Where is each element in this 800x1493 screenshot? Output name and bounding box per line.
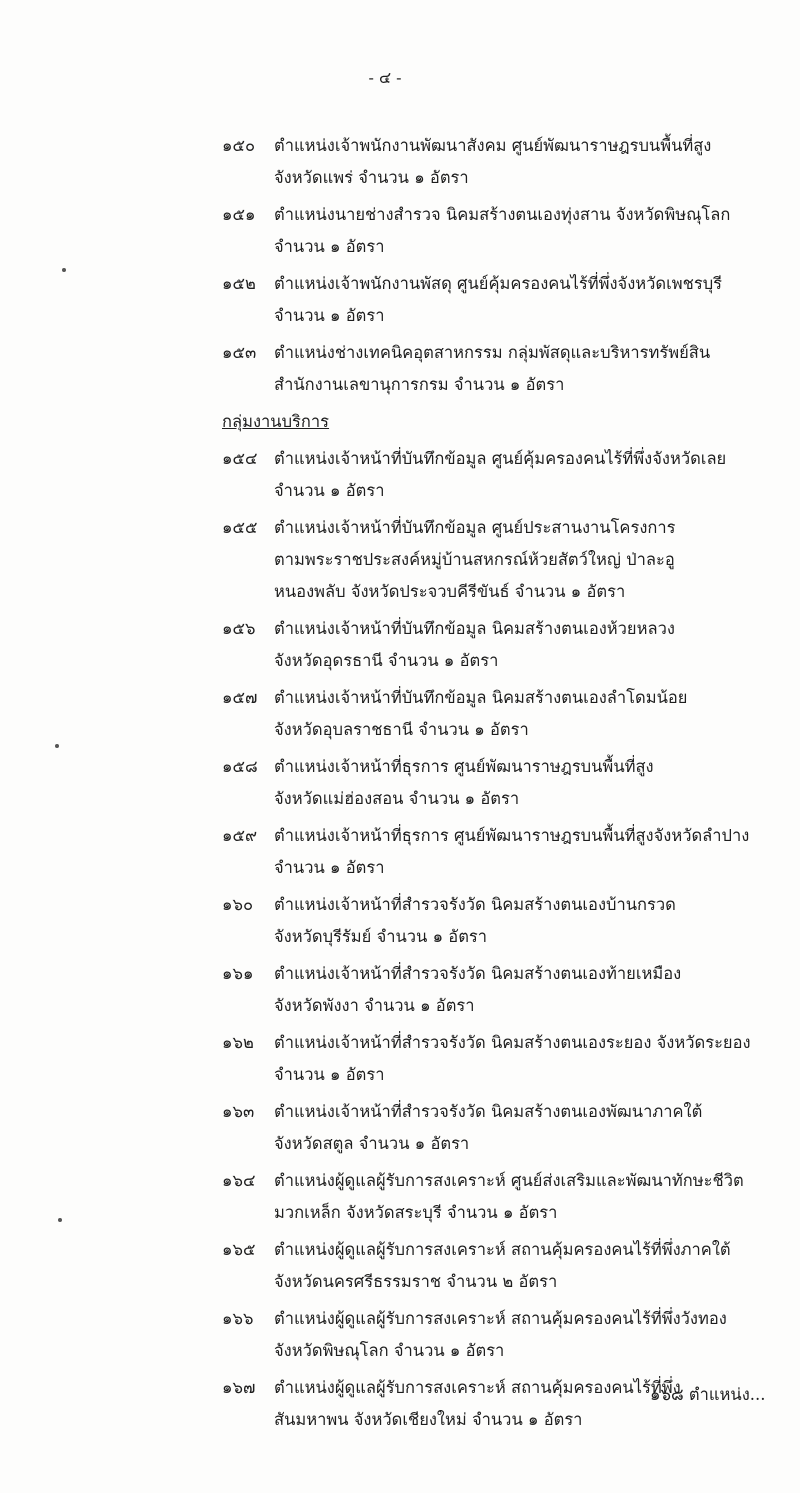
position-text: จังหวัดอุบลราชธานี จำนวน ๑ อัตรา	[274, 720, 529, 739]
position-text: สันมหาพน จังหวัดเชียงใหม่ จำนวน ๑ อัตรา	[274, 1410, 583, 1429]
position-continuation-line	[222, 645, 782, 677]
position-item	[222, 751, 782, 815]
position-continuation-line	[222, 162, 782, 194]
scan-speck	[55, 744, 59, 748]
position-first-line	[222, 613, 782, 645]
position-number: ๑๕๗	[222, 688, 258, 707]
position-first-line	[222, 337, 782, 369]
position-continuation-line	[222, 990, 782, 1022]
position-first-line	[222, 512, 782, 544]
position-continuation-line	[222, 475, 782, 507]
position-first-line	[222, 1027, 782, 1059]
position-number: ๑๕๑	[222, 205, 256, 224]
position-first-line	[222, 130, 782, 162]
position-text: จังหวัดบุรีรัมย์ จำนวน ๑ อัตรา	[274, 927, 488, 946]
position-text: ตำแหน่งผู้ดูแลผู้รับการสงเคราะห์ สถานคุ้มครองคนไร้ที่พึ่งภาคใต้	[274, 1240, 731, 1259]
position-number: ๑๖๖	[222, 1309, 254, 1328]
continuation-marker: ๑๖๘ ตำแหน่ง...	[650, 1385, 766, 1404]
position-text: จำนวน ๑ อัตรา	[274, 858, 385, 877]
position-item	[222, 268, 782, 332]
position-item	[222, 682, 782, 746]
position-continuation-line	[222, 300, 782, 332]
position-text: ตำแหน่งเจ้าหน้าที่บันทึกข้อมูล นิคมสร้างตนเองลำโดมน้อย	[274, 688, 688, 707]
position-text: จังหวัดพังงา จำนวน ๑ อัตรา	[274, 996, 475, 1015]
position-continuation-line	[222, 1404, 782, 1436]
position-number: ๑๖๔	[222, 1171, 256, 1190]
position-first-line	[222, 1303, 782, 1335]
position-text: ตามพระราชประสงค์หมู่บ้านสหกรณ์ห้วยสัตว์ใหญ่ ป่าละอู	[274, 550, 675, 569]
position-number: ๑๕๖	[222, 619, 256, 638]
position-continuation-line	[222, 714, 782, 746]
position-group-service	[222, 443, 782, 1436]
group-heading-service: กลุ่มงานบริการ	[222, 412, 330, 431]
position-number: ๑๕๙	[222, 826, 258, 845]
position-first-line	[222, 199, 782, 231]
position-item	[222, 337, 782, 401]
position-text: ตำแหน่งผู้ดูแลผู้รับการสงเคราะห์ สถานคุ้มครองคนไร้ที่พึ่งวังทอง	[274, 1309, 727, 1328]
position-continuation-line	[222, 231, 782, 263]
position-text: ตำแหน่งเจ้าหน้าที่สำรวจรังวัด นิคมสร้างตนเองท้ายเหมือง	[274, 964, 682, 983]
position-first-line	[222, 682, 782, 714]
position-text: จังหวัดนครศรีธรรมราช จำนวน ๒ อัตรา	[274, 1272, 558, 1291]
position-text: จังหวัดแพร่ จำนวน ๑ อัตรา	[274, 168, 469, 187]
position-continuation-line	[222, 576, 782, 608]
position-number: ๑๖๕	[222, 1240, 256, 1259]
position-first-line	[222, 443, 782, 475]
position-item	[222, 1027, 782, 1091]
position-continuation-line	[222, 544, 782, 576]
position-first-line	[222, 958, 782, 990]
position-continuation-line	[222, 1335, 782, 1367]
position-text: ตำแหน่งเจ้าหน้าที่บันทึกข้อมูล ศูนย์ประสานงานโครงการ	[274, 518, 676, 537]
position-continuation-line	[222, 921, 782, 953]
position-text: มวกเหล็ก จังหวัดสระบุรี จำนวน ๑ อัตรา	[274, 1203, 558, 1222]
position-text: ตำแหน่งนายช่างสำรวจ นิคมสร้างตนเองทุ่งสาน จังหวัดพิษณุโลก	[274, 205, 731, 224]
position-item	[222, 199, 782, 263]
position-text: ตำแหน่งเจ้าพนักงานพัฒนาสังคม ศูนย์พัฒนาราษฎรบนพื้นที่สูง	[274, 136, 712, 155]
scan-speck	[58, 1218, 62, 1222]
position-text: ตำแหน่งผู้ดูแลผู้รับการสงเคราะห์ สถานคุ้มครองคนไร้ที่พึ่ง	[274, 1378, 681, 1397]
position-text: ตำแหน่งเจ้าหน้าที่สำรวจรังวัด นิคมสร้างตนเองพัฒนาภาคใต้	[274, 1102, 703, 1121]
position-number: ๑๖๓	[222, 1102, 255, 1121]
position-first-line	[222, 1165, 782, 1197]
page-number: - ๔ -	[368, 68, 402, 87]
position-item	[222, 889, 782, 953]
position-text: ตำแหน่งเจ้าหน้าที่ธุรการ ศูนย์พัฒนาราษฎรบนพื้นที่สูงจังหวัดลำปาง	[274, 826, 750, 845]
position-item	[222, 613, 782, 677]
position-number: ๑๖๒	[222, 1033, 254, 1052]
position-text: ตำแหน่งเจ้าหน้าที่สำรวจรังวัด นิคมสร้างตนเองระยอง จังหวัดระยอง	[274, 1033, 751, 1052]
position-item	[222, 1096, 782, 1160]
position-first-line	[222, 1234, 782, 1266]
position-item	[222, 820, 782, 884]
position-text: จังหวัดอุดรธานี จำนวน ๑ อัตรา	[274, 651, 499, 670]
position-continuation-line	[222, 1266, 782, 1298]
position-item	[222, 958, 782, 1022]
position-text: ตำแหน่งเจ้าพนักงานพัสดุ ศูนย์คุ้มครองคนไร้ที่พึ่งจังหวัดเพชรบุรี	[274, 274, 723, 293]
position-number: ๑๕๔	[222, 449, 258, 468]
position-number: ๑๖๐	[222, 895, 254, 914]
position-first-line	[222, 889, 782, 921]
position-number: ๑๖๑	[222, 964, 254, 983]
position-list	[222, 130, 782, 1441]
position-continuation-line	[222, 369, 782, 401]
position-first-line	[222, 751, 782, 783]
position-continuation-line	[222, 783, 782, 815]
position-text: สำนักงานเลขานุการกรม จำนวน ๑ อัตรา	[274, 375, 565, 394]
position-text: จังหวัดพิษณุโลก จำนวน ๑ อัตรา	[274, 1341, 505, 1360]
position-text: ตำแหน่งเจ้าหน้าที่บันทึกข้อมูล นิคมสร้างตนเองห้วยหลวง	[274, 619, 675, 638]
position-text: ตำแหน่งเจ้าหน้าที่สำรวจรังวัด นิคมสร้างตนเองบ้านกรวด	[274, 895, 676, 914]
position-continuation-line	[222, 1197, 782, 1229]
position-item	[222, 1234, 782, 1298]
position-text: จำนวน ๑ อัตรา	[274, 1065, 385, 1084]
position-item	[222, 130, 782, 194]
position-continuation-line	[222, 852, 782, 884]
position-text: จำนวน ๑ อัตรา	[274, 481, 385, 500]
position-text: จำนวน ๑ อัตรา	[274, 306, 385, 325]
position-group-general	[222, 130, 782, 401]
position-text: ตำแหน่งเจ้าหน้าที่ธุรการ ศูนย์พัฒนาราษฎรบนพื้นที่สูง	[274, 757, 654, 776]
position-text: ตำแหน่งผู้ดูแลผู้รับการสงเคราะห์ ศูนย์ส่งเสริมและพัฒนาทักษะชีวิต	[274, 1171, 744, 1190]
position-text: จังหวัดสตูล จำนวน ๑ อัตรา	[274, 1134, 470, 1153]
position-first-line	[222, 820, 782, 852]
position-text: จำนวน ๑ อัตรา	[274, 237, 385, 256]
position-text: ตำแหน่งเจ้าหน้าที่บันทึกข้อมูล ศูนย์คุ้มครองคนไร้ที่พึ่งจังหวัดเลย	[274, 449, 727, 468]
position-item	[222, 512, 782, 608]
position-text: จังหวัดแม่ฮ่องสอน จำนวน ๑ อัตรา	[274, 789, 520, 808]
position-text: หนองพลับ จังหวัดประจวบคีรีขันธ์ จำนวน ๑ อัตรา	[274, 582, 626, 601]
position-number: ๑๕๒	[222, 274, 256, 293]
position-number: ๑๕๐	[222, 136, 256, 155]
position-first-line	[222, 1096, 782, 1128]
position-first-line	[222, 268, 782, 300]
position-number: ๑๕๘	[222, 757, 258, 776]
position-item	[222, 443, 782, 507]
position-item	[222, 1165, 782, 1229]
position-item	[222, 1303, 782, 1367]
position-number: ๑๕๓	[222, 343, 257, 362]
position-number: ๑๕๕	[222, 518, 258, 537]
position-number: ๑๖๗	[222, 1378, 256, 1397]
position-continuation-line	[222, 1059, 782, 1091]
position-continuation-line	[222, 1128, 782, 1160]
scan-speck	[62, 268, 66, 272]
position-text: ตำแหน่งช่างเทคนิคอุตสาหกรรม กลุ่มพัสดุและบริหารทรัพย์สิน	[274, 343, 711, 362]
